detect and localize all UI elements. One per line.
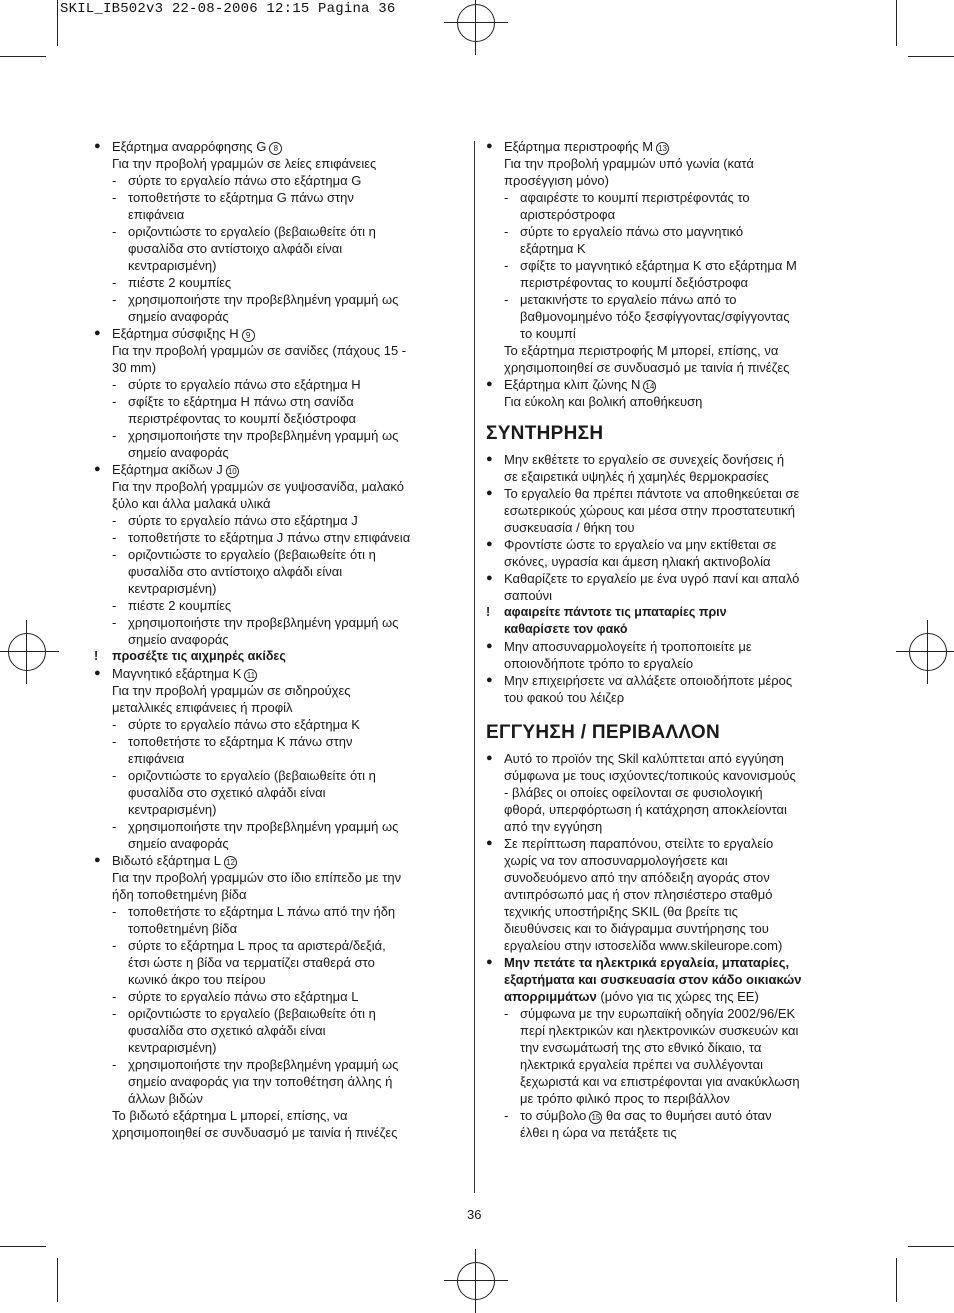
crop-mark [896, 0, 897, 46]
crop-mark [896, 1258, 897, 1302]
page-number: 36 [467, 1207, 482, 1222]
crop-mark [908, 56, 954, 57]
note-text: Το βιδωτό εξάρτημα L μπορεί, επίσης, να χρησιμοποιηθεί σε συνδυασμό με ταινία ή πινέζες [112, 1108, 398, 1140]
registration-mark [457, 1262, 495, 1300]
column-divider [474, 141, 475, 1193]
list-item: ● Σε περίπτωση παραπόνου, στείλτε το εργαλείο χωρίς να τον αποσυναρμολογήσετε και συνοδευόμενο από την απόδειξη αγοράς στον αντιπρόσωπό μας ή στον πλησιέστερο σταθμό τεχνικής υποστήριξης SKIL (θα βρείτε τις διευθύνσεις και το διάγραμμα συντήρησης του εργαλείου στην ιστοσελίδα www.skileurope.com) [486, 836, 783, 953]
section-title-warranty: ΕΓΓΥΗΣΗ / ΠΕΡΙΒΑΛΛΟΝ [486, 722, 720, 743]
registration-mark [909, 633, 947, 671]
list-item: ● Μην εκθέτετε το εργαλείο σε συνεχείς δονήσεις ή σε εξαιρετικά υψηλές ή χαμηλές θερμοκρασίες [486, 452, 785, 484]
print-header: SKIL_IB502v3 22-08-2006 12:15 Pagina 36 [60, 1, 396, 17]
crop-mark [908, 1246, 954, 1247]
list-item-attachment-g: ● Εξάρτημα αναρρόφησης G 8 Για την προβολή γραμμών σε λείες επιφάνειες [94, 139, 377, 171]
list-item: ● Αυτό το προϊόν της Skil καλύπτεται από εγγύηση σύμφωνα με τους ισχύοντες/τοπικούς κανονισμούς - βλάβες οι οποίες οφείλονται σε φυσιολογική φθορά, υπερφόρτωση ή κατάχρηση αποκλείονται από την εγγύηση [486, 751, 796, 834]
crop-mark [0, 1246, 46, 1247]
list-item-attachment-h: ● Εξάρτημα σύσφιξης H 9 Για την προβολή γραμμών σε σανίδες (πάχους 15 - 30 mm) [94, 326, 407, 375]
crop-mark [57, 1258, 58, 1302]
list-item-attachment-j: ● Εξάρτημα ακίδων J 10 Για την προβολή γραμμών σε γυψοσανίδα, μαλακό ξύλο και άλλα μαλακά υλικά [94, 462, 404, 511]
registration-mark [457, 4, 495, 42]
list-item-attachment-k: ● Μαγνητικό εξάρτημα K 11 Για την προβολή γραμμών σε σιδηρούχες μεταλλικές επιφάνειες ή προφίλ [94, 666, 351, 715]
note-text: Το εξάρτημα περιστροφής M μπορεί, επίσης, να χρησιμοποιηθεί σε συνδυασμό με ταινία ή πινέζες [504, 343, 790, 375]
warning-note: ! προσέξτε τις αιχμηρές ακίδες [94, 649, 286, 663]
list-item: ● Το εργαλείο θα πρέπει πάντοτε να αποθηκεύεται σε εσωτερικούς χώρους και μέσα στην προστατευτική συσκευασία / θήκη του [486, 486, 800, 535]
list-item: ● Φροντίστε ώστε το εργαλείο να μην εκτίθεται σε σκόνες, υγρασία και άμεση ηλιακή ακτινοβολία [486, 537, 777, 569]
list-item: ● Μην πετάτε τα ηλεκτρικά εργαλεία, μπαταρίες, εξαρτήματα και συσκευασία στον κάδο οικιακών απορριμμάτων (μόνο για τις χώρες της ΕΕ) [486, 955, 802, 1004]
warning-note: ! αφαιρείτε πάντοτε τις μπαταρίες πριν καθαρίσετε τον φακό [486, 605, 727, 636]
list-item-attachment-l: ● Βιδωτό εξάρτημα L 12 Για την προβολή γραμμών στο ίδιο επίπεδο με την ήδη τοποθετημένη βίδα [94, 853, 402, 902]
crop-mark [57, 0, 58, 46]
crop-mark [0, 56, 46, 57]
list-item-attachment-m: ● Εξάρτημα περιστροφής M 13 Για την προβολή γραμμών υπό γωνία (κατά προσέγγιση μόνο) [486, 139, 754, 188]
left-column: ● Εξάρτημα αναρρόφησης G 8 Για την προβολή γραμμών σε λείες επιφάνειες - σύρτε το εργαλείο πάνω στο εξάρτημα G - τοποθετήστε το εξάρτημα G πάνω στην επιφάνεια - οριζοντιώστε το εργαλείο (βεβαιωθείτε ότι η φυσαλίδα στο αντίστοιχο αλφάδι είναι κεντραρισμένη) - πιέστε 2 κουμπίες - χρησιμοποιήστε την προβεβλημένη γραμμή ως σημείο αναφοράς ● Εξάρτημα σύσφιξης H 9 Για την προβολή γραμμών σε σανίδες (πάχους 15 - 30 mm) - σύρτε το εργαλείο πάνω στο εξάρτημα H - σφίξτε το εξάρτημα H πάνω στη σανίδα περιστρέφοντας το κουμπί δεξιόστροφα - χρησιμοποιήστε την προβεβλημένη γραμμή ως σημείο αναφοράς ● Εξάρτημα ακίδων J 10 Για την προβολή γραμμών σε γυψοσανίδα, μαλακό ξύλο και άλλα μαλακά υλικά - σύρτε το εργαλείο πάνω στο εξάρτημα J - τοποθετήστε το εξάρτημα J πάνω στην επιφάνεια - οριζοντιώστε το εργαλείο (βεβαιωθείτε ότι η φυσαλίδα στο αντίστοιχο αλφάδι είναι κεντραρισμένη) - πιέστε 2 κουμπίες - χρησιμοποιήστε την προβεβλημένη γραμμή ως σημείο αναφοράς ! προσέξτε τις αιχμηρές ακίδες ● Μαγνητικό εξάρτημα K 11 Για την προβολή γραμμών σε σιδηρούχες μεταλλικές επιφάνειες ή προφίλ - σύρτε το εργαλείο πάνω στο εξάρτημα K - τοποθετήστε το εξάρτημα K πάνω στην επιφάνεια - οριζοντιώστε το εργαλείο (βεβαιωθείτε ότι η φυσαλίδα στο σχετικό αλφάδι είναι κεντραρισμένη) - χρησιμοποιήστε την προβεβλημένη γραμμή ως σημείο αναφοράς ● Βιδωτό εξάρτημα L 12 Για την προβολή γραμμών στο ίδιο επίπεδο με την ήδη τοποθετημένη βίδα - τοποθετήστε το εξάρτημα L πάνω από την ήδη τοποθετημένη βίδα - σύρτε το εξάρτημα L προς τα αριστερά/δεξιά, έτσι ώστε η βίδα να τερματίζει σταθερά στο κωνικό άκρο του πείρου - σύρτε το εργαλείο πάνω στο εξάρτημα L - οριζοντιώστε το εργαλείο (βεβαιωθείτε ότι η φυσαλίδα στο σχετικό αλφάδι είναι κεντραρισμένη) - χρησιμοποιήστε την προβεβλημένη γραμμή ως σημείο αναφοράς για την τοποθέτηση άλλης ή άλλων βιδών Το βιδωτό εξάρτημα L μπορεί, επίσης, να χρησιμοποιηθεί σε συνδυασμό με ταινία ή πινέζες [94, 138, 466, 1141]
list-item-attachment-n: ● Εξάρτημα κλιπ ζώνης N 14 Για εύκολη και βολική αποθήκευση [486, 377, 703, 409]
list-item: ● Καθαρίζετε το εργαλείο με ένα υγρό πανί και απαλό σαπούνι [486, 571, 800, 603]
registration-mark [8, 633, 46, 671]
section-title-maintenance: ΣΥΝΤΗΡΗΣΗ [486, 423, 604, 444]
right-column: ● Εξάρτημα περιστροφής M 13 Για την προβολή γραμμών υπό γωνία (κατά προσέγγιση μόνο) - αφαιρέστε το κουμπί περιστρέφοντάς το αριστερόστροφα - σύρτε το εργαλείο πάνω στο μαγνητικό εξάρτημα K - σφίξτε το μαγνητικό εξάρτημα K στο εξάρτημα M περιστρέφοντας το κουμπί δεξιόστροφα - μετακινήστε το εργαλείο πάνω από το βαθμονομημένο τόξο ξεσφίγγοντας/σφίγγοντας το κουμπί Το εξάρτημα περιστροφής M μπορεί, επίσης, να χρησιμοποιηθεί σε συνδυασμό με ταινία ή πινέζες ● Εξάρτημα κλιπ ζώνης N 14 Για εύκολη και βολική αποθήκευση ΣΥΝΤΗΡΗΣΗ ● Μην εκθέτετε το εργαλείο σε συνεχείς δονήσεις ή σε εξαιρετικά υψηλές ή χαμηλές θερμοκρασίες ● Το εργαλείο θα πρέπει πάντοτε να αποθηκεύεται σε εσωτερικούς χώρους και μέσα στην προστατευτική συσκευασία / θήκη του ● Φροντίστε ώστε το εργαλείο να μην εκτίθεται σε σκόνες, υγρασία και άμεση ηλιακή ακτινοβολία ● Καθαρίζετε το εργαλείο με ένα υγρό πανί και απαλό σαπούνι ! αφαιρείτε πάντοτε τις μπαταρίες πριν καθαρίσετε τον φακό ● Μην αποσυναρμολογείτε ή τροποποιείτε με οποιονδήποτε τρόπο το εργαλείο ● Μην επιχειρήσετε να αλλάξετε οποιοδήποτε μέρος του φακού του λέιζερ ΕΓΓΥΗΣΗ / ΠΕΡΙΒΑΛΛΟΝ ● Αυτό το προϊόν της Skil καλύπτεται από εγγύηση σύμφωνα με τους ισχύοντες/τοπικούς κανονισμούς - βλάβες οι οποίες οφείλονται σε φυσιολογική φθορά, υπερφόρτωση ή κατάχρηση αποκλείονται από την εγγύηση ● Σε περίπτωση παραπόνου, στείλτε το εργαλείο χωρίς να τον αποσυναρμολογήσετε και συνοδευόμενο από την απόδειξη αγοράς στον αντιπρόσωπό μας ή στον πλησιέστερο σταθμό τεχνικής υποστήριξης SKIL (θα βρείτε τις διευθύνσεις και το διάγραμμα συντήρησης του εργαλείου στην ιστοσελίδα www.skileurope.com) ● Μην πετάτε τα ηλεκτρικά εργαλεία, μπαταρίες, εξαρτήματα και συσκευασία στον κάδο οικιακών απορριμμάτων (μόνο για τις χώρες της ΕΕ) - σύμφωνα με την ευρωπαϊκή οδηγία 2002/96/ΕΚ περί ηλεκτρικών και ηλεκτρονικών συσκευών και την ενσωμάτωσή της στο εθνικό δίκαιο, τα ηλεκτρικά εργαλεία πρέπει να συλλέγονται ξεχωριστά και να επιστρέφονται για ανακύκλωση με τρόπο φιλικό προς το περιβάλλον - το σύμβολο 15 θα σας το θυμήσει αυτό όταν έλθει η ώρα να πετάξετε τις [486, 138, 856, 1141]
list-item: ● Μην επιχειρήσετε να αλλάξετε οποιοδήποτε μέρος του φακού του λέιζερ [486, 673, 793, 705]
list-item: ● Μην αποσυναρμολογείτε ή τροποποιείτε με οποιονδήποτε τρόπο το εργαλείο [486, 639, 752, 671]
